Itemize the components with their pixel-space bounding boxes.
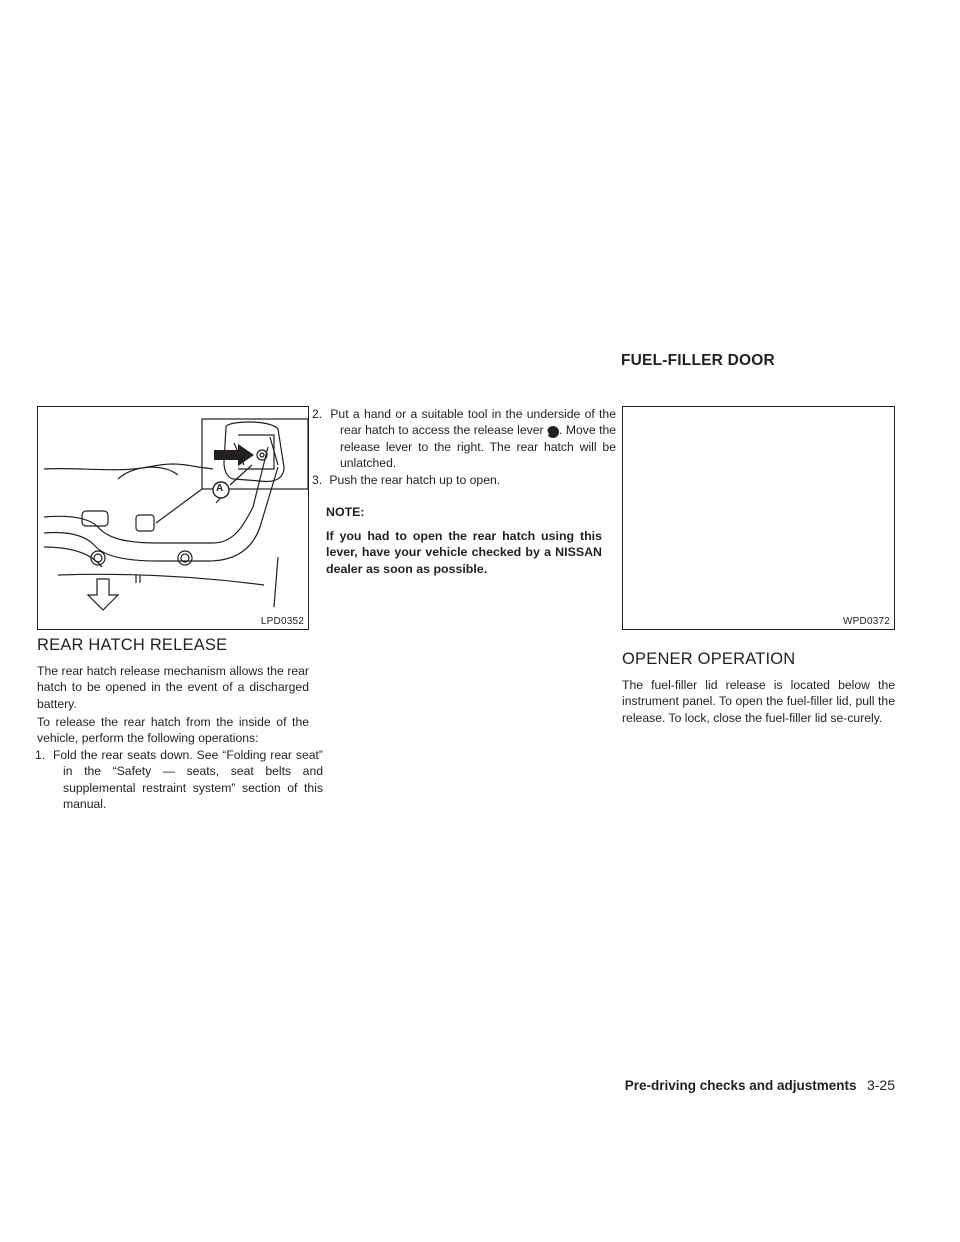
opener-text: The fuel-filler lid release is located below the instrument panel. To open the fuel-filler lid, pull the release. To lock, close the fuel-filler lid se-curely. (622, 678, 895, 725)
section-banner-title: FUEL-FILLER DOOR (621, 352, 775, 369)
callout-a-marker: A (547, 426, 559, 438)
step-1: 1. Fold the rear seats down. See “Folding rear seat” in the “Safety — seats, seat belts and supplemental restraint system” section of this manual. (35, 748, 323, 811)
callout-a-label: A (216, 483, 224, 494)
step-2: 2. Put a hand or a suitable tool in the underside of the rear hatch to access the release lever A . Move the release lever to the right. The rear hatch will be unlatched. (312, 407, 617, 470)
step-text: Put a hand or a suitable tool in the underside of the rear hatch to access the release lever (330, 407, 616, 438)
page-number: 3-25 (866, 1077, 895, 1093)
step-text: Push the rear hatch up to open. (329, 473, 501, 487)
note-text: If you had to open the rear hatch using this lever, have your vehicle checked by a NISSAN dealer as soon as possible. (326, 529, 602, 576)
note-label: NOTE: (326, 505, 365, 519)
fuel-filler-figure (622, 406, 895, 630)
figure-code: LPD0352 (260, 616, 304, 627)
step-text-continued: . Move the release lever to the right. The rear hatch will be unlatched. (340, 423, 617, 470)
footer-section-title: Pre-driving checks and adjustments (624, 1078, 857, 1093)
rear-hatch-illustration (38, 407, 308, 629)
step-3: 3. Push the rear hatch up to open. (312, 473, 501, 487)
section-heading-rear-hatch: REAR HATCH RELEASE (37, 636, 228, 654)
rear-hatch-figure (37, 406, 309, 630)
pointer-arrow-icon (214, 444, 254, 466)
rear-hatch-intro: The rear hatch release mechanism allows the rear hatch to be opened in the event of a discharged battery. (37, 664, 309, 711)
section-heading-opener: OPENER OPERATION (622, 650, 796, 668)
page-footer (625, 1077, 895, 1095)
step-text: Fold the rear seats down. See “Folding rear seat” in the “Safety — seats, seat belts and supplemental restraint system” section of this manual. (52, 748, 323, 811)
figure-code: WPD0372 (843, 616, 890, 627)
rear-hatch-lead: To release the rear hatch from the inside of the vehicle, perform the following operations: (37, 715, 309, 746)
